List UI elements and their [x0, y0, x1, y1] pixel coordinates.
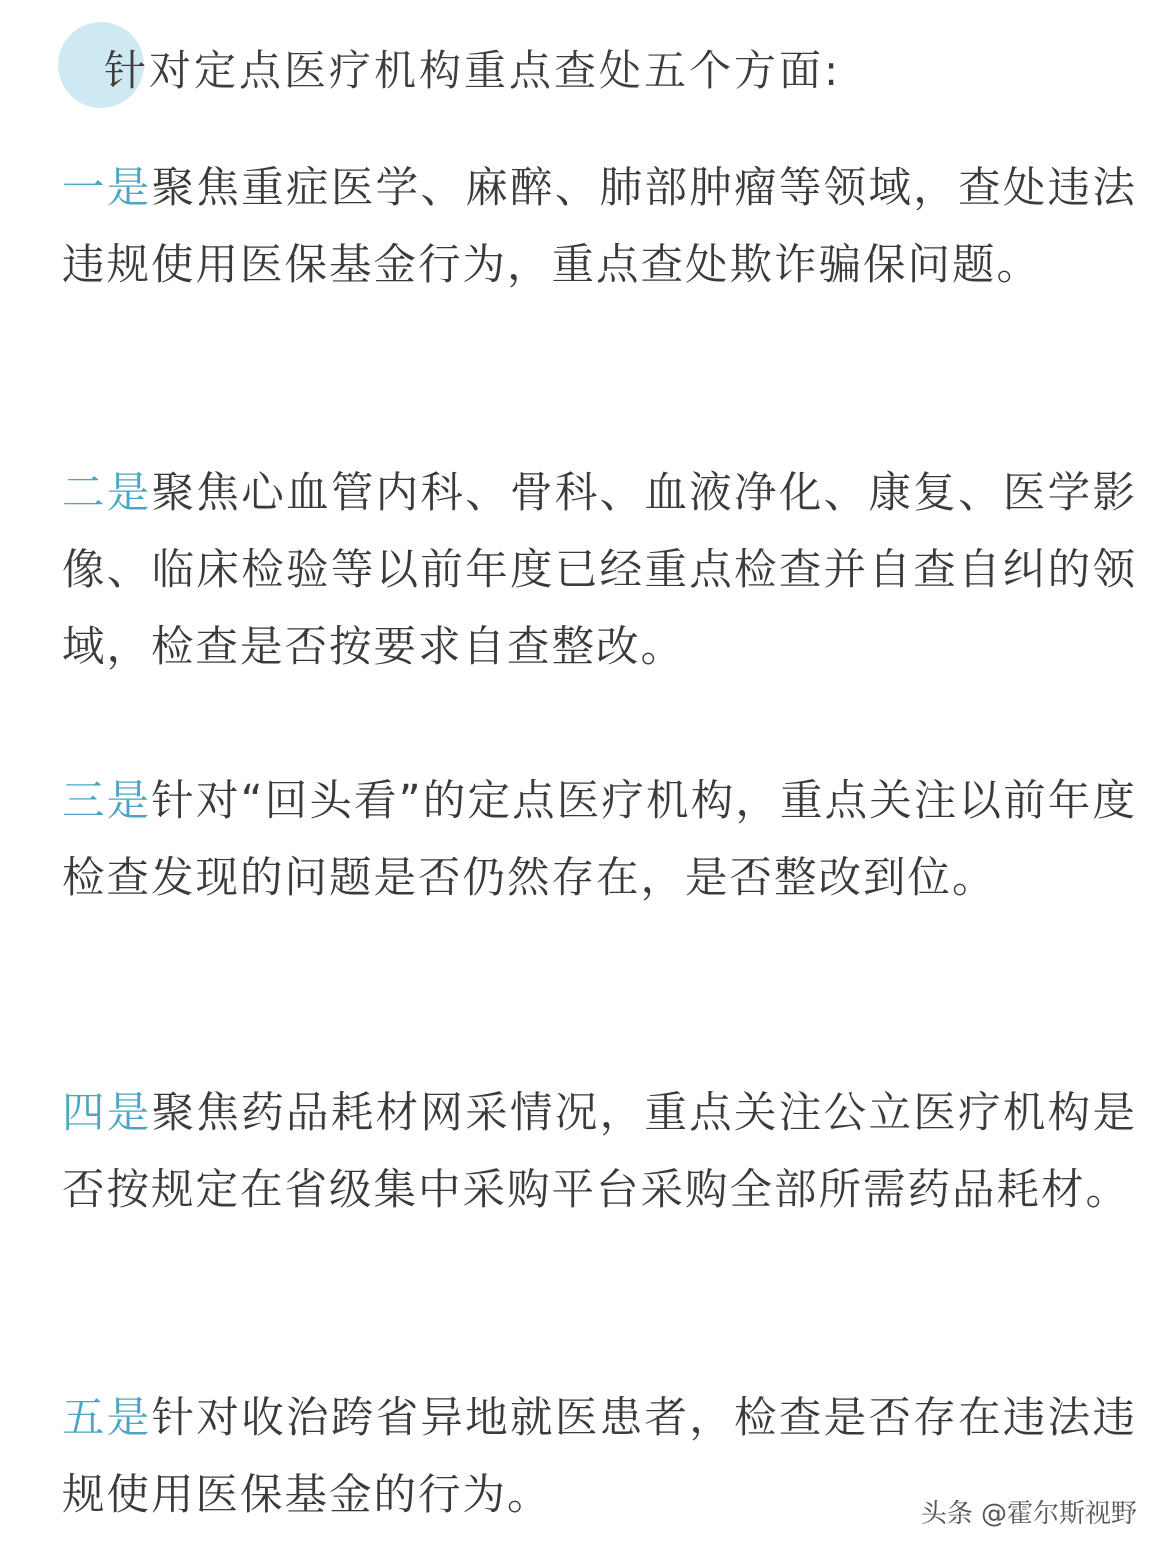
item-text: 针对“回头看”的定点医疗机构，重点关注以前年度检查发现的问题是否仍然存在，是否整改到位。: [62, 777, 1137, 903]
item-lead: 四是: [62, 1089, 152, 1138]
item-lead: 一是: [62, 164, 152, 213]
list-item: [62, 150, 1137, 304]
item-text: 聚焦药品耗材网采情况，重点关注公立医疗机构是否按规定在省级集中采购平台采购全部所需药品耗材。: [62, 1089, 1137, 1215]
header: [0, 0, 1165, 130]
watermark: 头条 @霍尔斯视野: [920, 1499, 1137, 1529]
item-text: 聚焦心血管内科、骨科、血液净化、康复、医学影像、临床检验等以前年度已经重点检查并自查自纠的领域，检查是否按要求自查整改。: [62, 469, 1137, 672]
item-text: 针对收治跨省异地就医患者，检查是否存在违法违规使用医保基金的行为。: [62, 1394, 1137, 1520]
list-item: [62, 455, 1137, 686]
item-lead: 二是: [62, 469, 152, 518]
page-title: 针对定点医疗机构重点查处五个方面:: [104, 46, 842, 95]
item-lead: 三是: [62, 777, 152, 826]
list-item: [62, 1075, 1137, 1229]
list-item: [62, 763, 1137, 917]
item-text: 聚焦重症医学、麻醉、肺部肿瘤等领域，查处违法违规使用医保基金行为，重点查处欺诈骗保问题。: [62, 164, 1137, 290]
item-lead: 五是: [62, 1394, 152, 1443]
